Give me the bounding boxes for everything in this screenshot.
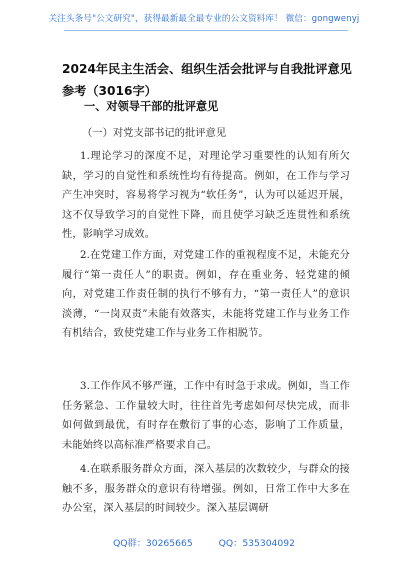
header-divider xyxy=(64,30,348,31)
document-title: 2024年民主生活会、组织生活会批评与自我批评意见参考（3016字） xyxy=(62,62,352,98)
paragraph-3-text: 3.工作作风不够严谨，工作中有时急于求成。例如，当工作任务紧急、工作量较大时，往往首先考虑如何尽快完成，而非如何做到最优，有时存在敷衍了事的心态，影响了工作质量，未能始终以高标准严格要求自己。 xyxy=(62,381,350,451)
paragraph-2-text: 2.在党建工作方面，对党建工作的重视程度不足，未能充分履行“第一责任人”的职责。例如，存在重业务、轻党建的倾向，对党建工作责任制的执行不够有力，“第一责任人”的意识淡薄，“一岗双责”未能有效落实，未能将党建工作与业务工作有机结合，致使党建工作与业务工作相脱节。 xyxy=(62,250,350,340)
paragraph-1 xyxy=(62,147,350,245)
header-promo-note: 关注头条号"公文研究"，获得最新最全最专业的公文资料库！ 微信：gongwenyj xyxy=(48,14,360,24)
paragraph-4-text: 4.在联系服务群众方面，深入基层的次数较少，与群众的接触不多，服务群众的意识有待增强。例如，日常工作中大多在办公室，深入基层的时间较少。深入基层调研 xyxy=(62,464,350,515)
footer-qq: QQ：535304092 xyxy=(218,538,295,549)
footer-qq-group: QQ群：30265665 xyxy=(113,538,193,549)
subsection-heading: （一）对党支部书记的批评意见 xyxy=(82,127,227,139)
paragraph-3 xyxy=(62,377,350,455)
footer-contact xyxy=(0,535,408,549)
section-heading: 一、对领导干部的批评意见 xyxy=(84,100,219,113)
paragraph-2 xyxy=(62,246,350,344)
paragraph-1-text: 1.理论学习的深度不足，对理论学习重要性的认知有所欠缺，学习的自觉性和系统性均有待提高。例如，在工作与学习产生冲突时，容易将学习视为“软任务”，认为可以延迟开展，这不仅导致学习的自觉性下降，而且使学习缺乏连贯性和系统性，影响学习成效。 xyxy=(62,151,350,241)
paragraph-4 xyxy=(62,460,350,519)
